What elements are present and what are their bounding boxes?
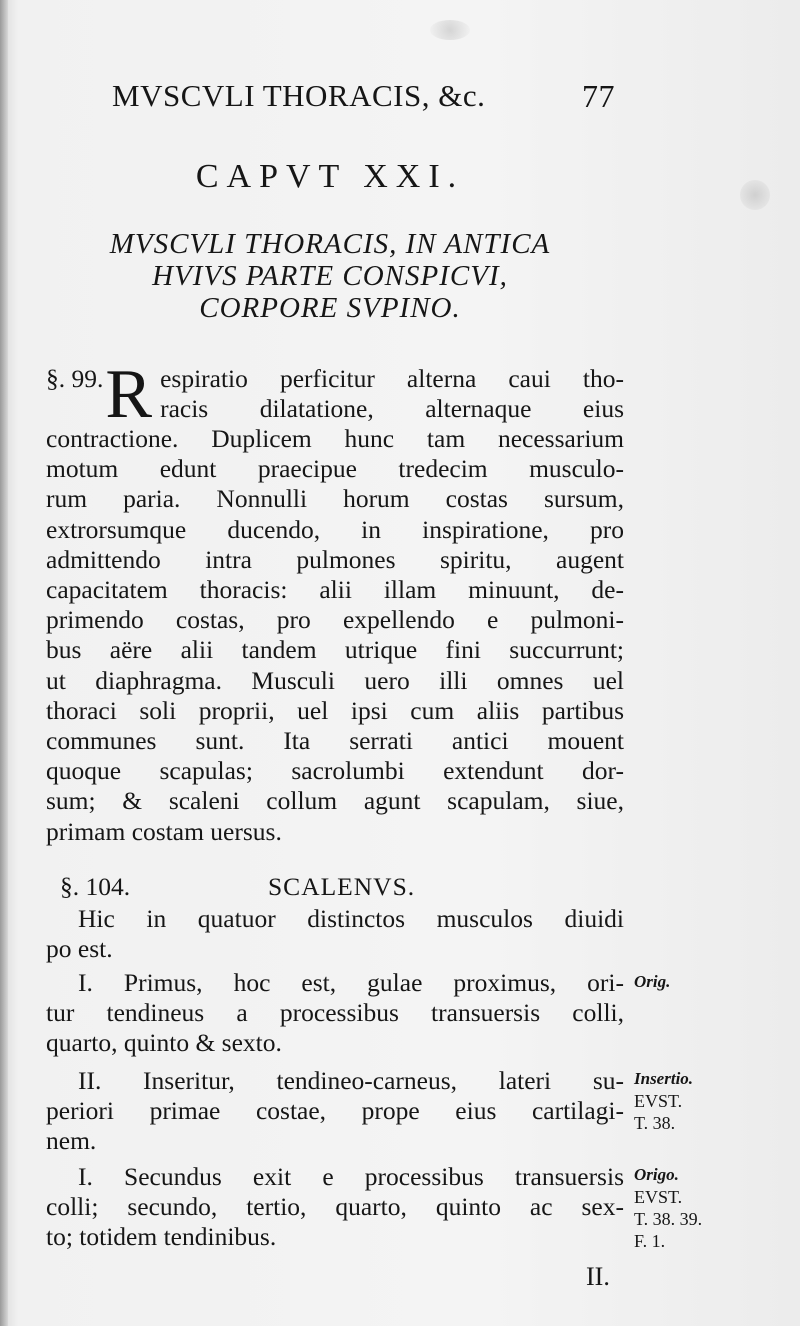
text-line: nem. <box>46 1126 97 1156</box>
text-line: colli; secundo, tertio, quarto, quinto ac sex- <box>46 1192 624 1222</box>
margin-note-insertio <box>634 1068 693 1134</box>
text-line: bus aëre alii tandem utrique fini succurrunt; <box>46 635 624 665</box>
margin-note-label: Origo. <box>634 1165 679 1184</box>
paragraph-respiratio <box>46 356 624 847</box>
text-line: I. Primus, hoc est, gulae proximus, ori- <box>78 968 624 997</box>
section-number: §. 104. <box>60 872 131 901</box>
margin-note-reference: T. 38. <box>634 1113 676 1133</box>
catchword: II. <box>586 1262 610 1291</box>
running-head-title: MVSCVLI THORACIS, &c. <box>112 78 486 113</box>
text-line: to; totidem tendinibus. <box>46 1222 277 1252</box>
text-line: primam costam uersus. <box>46 816 282 846</box>
paragraph-division <box>46 904 624 964</box>
heading-line: HVIVS PARTE CONSPICVI, <box>152 260 508 292</box>
opening-lines <box>46 356 624 433</box>
margin-note-label: Insertio. <box>634 1069 694 1088</box>
margin-note-reference: EVST. <box>634 1187 683 1207</box>
chapter-title: CAPVT XXI. <box>195 158 465 195</box>
drop-cap: R <box>105 356 153 433</box>
text-line: tur tendineus a processibus transuersis colli, <box>46 998 624 1028</box>
text-line: Hic in quatuor distinctos musculos diuidi <box>78 904 624 933</box>
text-line: rum paria. Nonnulli horum costas sursum, <box>46 484 624 514</box>
heading-line: MVSCVLI THORACIS, IN ANTICA <box>109 228 551 260</box>
text-line: periori primae costae, prope eius cartilagi- <box>46 1096 624 1126</box>
text-line: thoraci soli proprii, uel ipsi cum aliis partibus <box>46 695 624 725</box>
text-line: capacitatem thoracis: alii illam minuunt, de- <box>46 575 624 605</box>
margin-note-reference: T. 38. 39. <box>634 1209 703 1229</box>
text-line: admittendo intra pulmones spiritu, augent <box>46 544 624 574</box>
section-title: SCALENVS. <box>268 872 416 901</box>
text-line: II. Inseritur, tendineo-carneus, lateri su- <box>78 1066 624 1095</box>
text-line: motum edunt praecipue tredecim musculo- <box>46 454 624 484</box>
text-line: quarto, quinto & sexto. <box>46 1028 282 1058</box>
margin-note-origo-secundus <box>634 1164 702 1252</box>
page-number: 77 <box>582 78 615 114</box>
text-line: contractione. Duplicem hunc tam necessarium <box>46 424 624 453</box>
text-line: primendo costas, pro expellendo e pulmoni- <box>46 605 624 635</box>
text-line: sum; & scaleni collum agunt scapulam, siue, <box>46 786 624 816</box>
text-line: ut diaphragma. Musculi uero illi omnes uel <box>46 665 624 695</box>
text-line: po est. <box>46 934 113 964</box>
paragraph-secundus <box>46 1162 624 1253</box>
text-line: I. Secundus exit e processibus transuersis <box>78 1162 624 1191</box>
chapter-heading <box>40 228 620 324</box>
page-edge <box>0 0 8 1326</box>
text-line: quoque scapulas; sacrolumbi extendunt dor- <box>46 756 624 786</box>
paragraph-primus <box>46 968 624 1059</box>
margin-note-label: Orig. <box>634 972 671 991</box>
text-line: communes sunt. Ita serrati antici mouent <box>46 726 624 756</box>
text-line: espiratio perficitur alterna caui tho- <box>160 364 624 393</box>
paper-stain <box>430 20 470 40</box>
section-mark: §. 99. <box>46 364 104 393</box>
text-line: extrorsumque ducendo, in inspiratione, pro <box>46 514 624 544</box>
paragraph-insertio <box>46 1066 624 1157</box>
text-line: racis dilatatione, alternaque eius <box>160 394 624 424</box>
margin-note-reference: EVST. <box>634 1091 683 1111</box>
margin-note-reference: F. 1. <box>634 1231 666 1251</box>
margin-note-origo <box>634 970 670 993</box>
heading-line: CORPORE SVPINO. <box>199 292 461 324</box>
paper-stain <box>740 180 770 210</box>
